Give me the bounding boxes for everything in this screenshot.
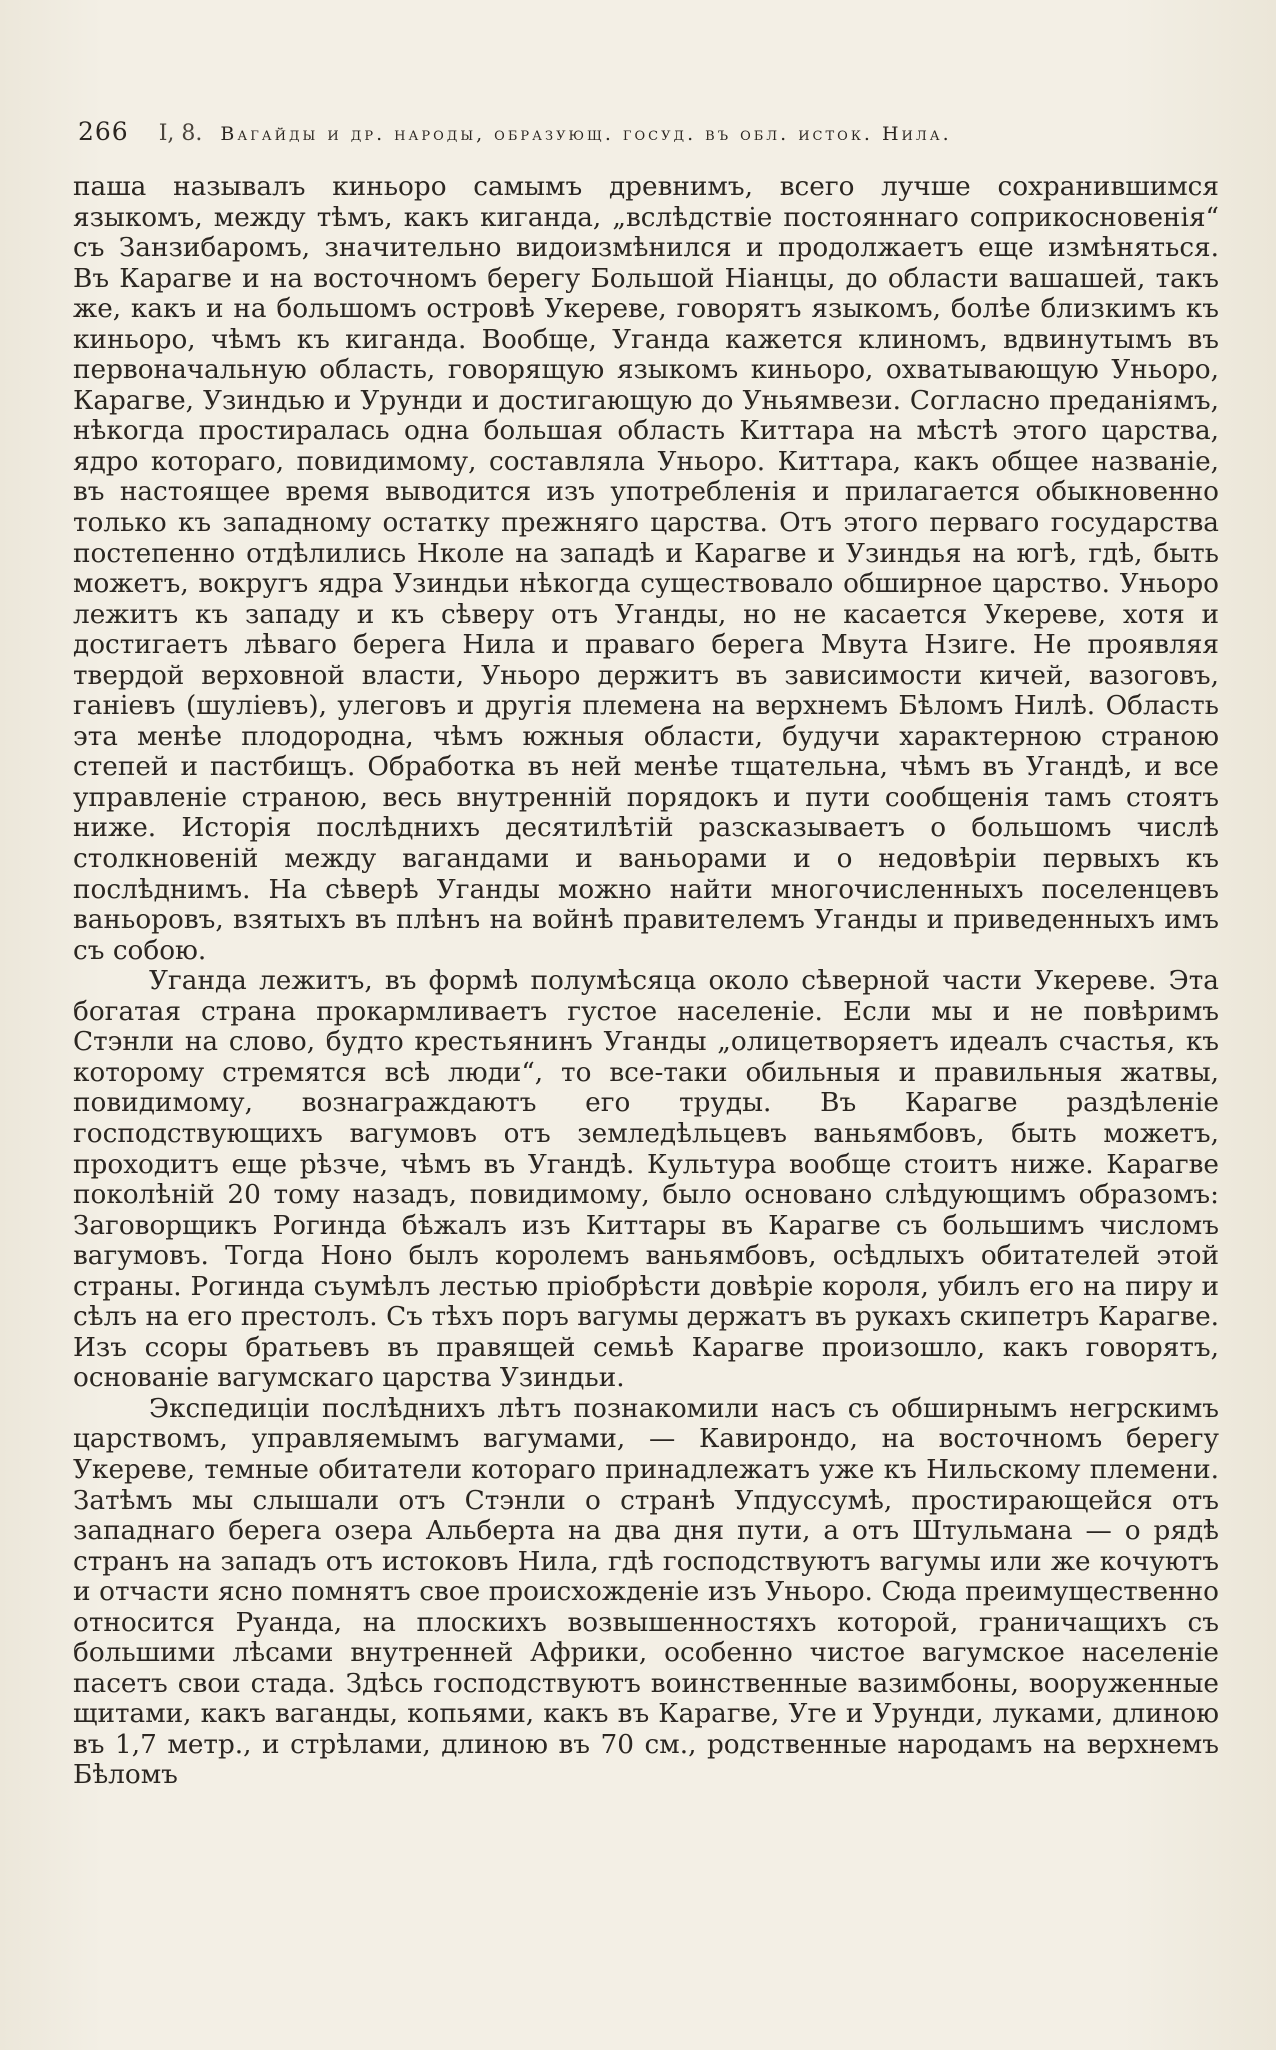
- paragraph-2: Уганда лежитъ, въ формѣ полумѣсяца около сѣверной части Укереве. Эта богатая страна прокармливаетъ густое населеніе. Если мы и не повѣримъ Стэнли на слово, будто крестьянинъ Уганды „олицетворяетъ идеалъ счастья, къ которому стремятся всѣ люди“, то все-таки обильныя и правильныя жатвы, повидимому, вознаграждаютъ его труды. Въ Карагве раздѣленіе господствующихъ вагумовъ отъ земледѣльцевъ ваньямбовъ, быть можетъ, проходитъ еще рѣзче, чѣмъ въ Угандѣ. Культура вообще стоитъ ниже. Карагве поколѣній 20 тому назадъ, повидимому, было основано слѣдующимъ образомъ: Заговорщикъ Рогинда бѣжалъ изъ Киттары въ Карагве съ большимъ числомъ вагумовъ. Тогда Ноно былъ королемъ ваньямбовъ, осѣдлыхъ обитателей этой страны. Рогинда съумѣлъ лестью пріобрѣсти довѣріе короля, убилъ его на пиру и сѣлъ на его престолъ. Съ тѣхъ поръ вагумы держатъ въ рукахъ скипетръ Карагве. Изъ ссоры братьевъ въ правящей семьѣ Карагве произошло, какъ говорятъ, основаніе вагумскаго царства Узиндьи.: [73, 966, 1219, 1394]
- body-text: [73, 172, 1219, 1791]
- running-title: Вагайды и др. народы, образующ. госуд. въ обл. исток. Нила.: [220, 123, 952, 145]
- page-header: [78, 117, 1238, 151]
- paragraph-1: паша называлъ киньоро самымъ древнимъ, всего лучше сохранившимся языкомъ, между тѣмъ, какъ киганда, „вслѣдствіе постояннаго соприкосновенія“ съ Занзибаромъ, значительно видоизмѣнился и продолжаетъ еще измѣняться. Въ Карагве и на восточномъ берегу Большой Ніанцы, до области вашашей, такъ же, какъ и на большомъ островѣ Укереве, говорятъ языкомъ, болѣе близкимъ къ киньоро, чѣмъ къ киганда. Вообще, Уганда кажется клиномъ, вдвинутымъ въ первоначальную область, говорящую языкомъ киньоро, охватывающую Уньоро, Карагве, Узиндью и Урунди и достигающую до Уньямвези. Согласно преданіямъ, нѣкогда простиралась одна большая область Киттара на мѣстѣ этого царства, ядро котораго, повидимому, составляла Уньоро. Киттара, какъ общее названіе, въ настоящее время выводится изъ употребленія и прилагается обыкновенно только къ западному остатку прежняго царства. Отъ этого перваго государства постепенно отдѣлились Нколе на западѣ и Карагве и Узиндья на югѣ, гдѣ, быть можетъ, вокругъ ядра Узиндьи нѣкогда существовало обширное царство. Уньоро лежитъ къ западу и къ сѣверу отъ Уганды, но не касается Укереве, хотя и достигаетъ лѣваго берега Нила и праваго берега Мвута Нзиге. Не проявляя твердой верховной власти, Уньоро держитъ въ зависимости кичей, вазоговъ, ганіевъ (шуліевъ), улеговъ и другія племена на верхнемъ Бѣломъ Нилѣ. Область эта менѣе плодородна, чѣмъ южныя области, будучи характерною страною степей и пастбищъ. Обработка въ ней менѣе тщательна, чѣмъ въ Угандѣ, и все управленіе страною, весь внутренній порядокъ и пути сообщенія тамъ стоятъ ниже. Исторія послѣднихъ десятилѣтій разсказываетъ о большомъ числѣ столкновеній между вагандами и ваньорами и о недовѣріи первыхъ къ послѣднимъ. На сѣверѣ Уганды можно найти многочисленныхъ поселенцевъ ваньоровъ, взятыхъ въ плѣнъ на войнѣ правителемъ Уганды и приведенныхъ имъ съ собою.: [73, 172, 1219, 966]
- section-mark: I, 8.: [158, 121, 203, 146]
- paragraph-3: Экспедиціи послѣднихъ лѣтъ познакомили насъ съ обширнымъ негрскимъ царствомъ, управляемымъ вагумами, — Кавирондо, на восточномъ берегу Укереве, темные обитатели котораго принадлежатъ уже къ Нильскому племени. Затѣмъ мы слышали отъ Стэнли о странѣ Упдуссумѣ, простирающейся отъ западнаго берега озера Альберта на два дня пути, а отъ Штульмана — о рядѣ странъ на западъ отъ истоковъ Нила, гдѣ господствуютъ вагумы или же кочуютъ и отчасти ясно помнятъ свое происхожденіе изъ Уньоро. Сюда преимущественно относится Руанда, на плоскихъ возвышенностяхъ которой, граничащихъ съ большими лѣсами внутренней Африки, особенно чистое вагумское населеніе пасетъ свои стада. Здѣсь господствуютъ воинственные вазимбоны, вооруженные щитами, какъ ваганды, копьями, какъ въ Карагве, Уге и Урунди, луками, длиною въ 1,7 метр., и стрѣлами, длиною въ 70 см., родственные народамъ на верхнемъ Бѣломъ: [73, 1393, 1219, 1791]
- page-number: 266: [78, 117, 129, 146]
